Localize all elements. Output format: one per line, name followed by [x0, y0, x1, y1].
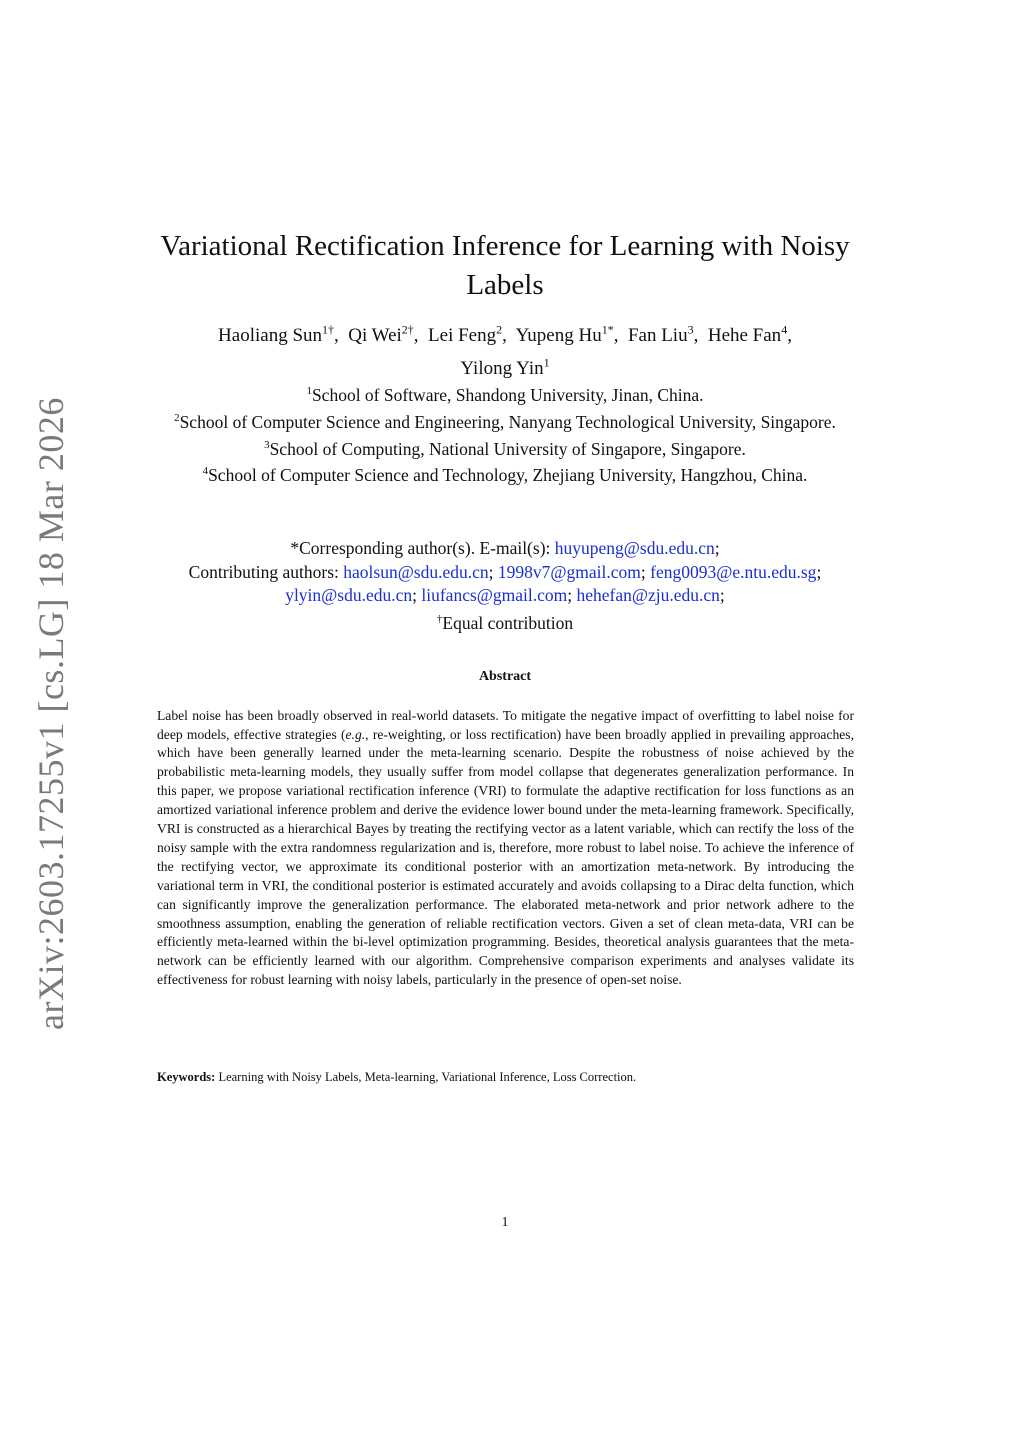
abstract-text-part: , re-weighting, or loss rectification) have been broadly applied in prevailing approaches, which have been generally learned under the meta-learning scenario. Despite the robustness of noise achieved by the probabilistic meta-learning models, they usually suffer from model collapse that degenerates generalization performance. In this paper, we propose variational rectification inference (VRI) to formulate the adaptive rectification for loss functions as an amortized variational inference problem and derive the evidence lower bound under the meta-learning framework. Specifically, VRI is constructed as a hierarchical Bayes by treating the rectifying vector as a latent variable, which can rectify the loss of the noisy sample with the extra randomness regularization and is, therefore, more robust to label noise. To achieve the inference of the rectifying vector, we approximate its conditional posterior with an amortization meta-network. By introducing the variational term in VRI, the conditional posterior is estimated accurately and avoids collapsing to a Dirac delta function, which can significantly improve the generalization performance. The elaborated meta-network and prior network adhere to the smoothness assumption, enabling the generation of reliable rectification vectors. Given a set of clean meta-data, VRI can be efficiently meta-learned within the bi-level optimization programming. Besides, theoretical analysis guarantees that the meta-network can be efficiently learned with our algorithm. Comprehensive comparison experiments and analyses validate its effectiveness for robust learning with noisy labels, particularly in the presence of open-set noise. — [157, 726, 854, 988]
author-name: Hehe Fan — [707, 325, 782, 347]
author-name: Lei Feng — [428, 325, 497, 347]
author-affiliation-mark: 1* — [601, 323, 614, 337]
equal-contribution-mark: † — [436, 612, 443, 625]
author-name: Qi Wei — [348, 325, 402, 347]
email-link[interactable]: feng0093@e.ntu.edu.sg — [650, 561, 817, 582]
affiliation-list — [140, 380, 870, 487]
email-link[interactable]: hehefan@zju.edu.cn — [576, 585, 720, 605]
affiliation — [140, 434, 870, 461]
author: Haoliang Sun$^{1\dagger}$, — [218, 323, 339, 347]
keywords-text: Learning with Noisy Labels, Meta-learning, Variational Inference, Loss Correction. — [218, 1070, 637, 1084]
author: Yupeng $Hu^{1*}$, — [515, 323, 619, 347]
author-name: Yupeng Hu — [515, 325, 602, 347]
equal-contribution-note — [130, 608, 880, 635]
keywords-label: Keywords: — [157, 1070, 216, 1084]
author-name: Haoliang Sun — [218, 325, 323, 347]
affiliation-mark: 4 — [202, 465, 209, 478]
author-affiliation-mark: 1† — [322, 323, 335, 337]
affiliation-mark: 1 — [306, 385, 312, 397]
contributing-authors-line: ylyin@sdu.edu.cn; liufancs@gmail.com; hehefan@zju.edu.cn; — [285, 585, 725, 605]
affiliation — [140, 380, 870, 407]
email-link[interactable]: liufancs@gmail.com — [421, 585, 568, 605]
arxiv-identifier: arXiv:2603.17255v1 [cs.LG] 18 Mar 2026 — [31, 397, 71, 1030]
abstract-text-part: Label noise has been broadly observed in real-world datasets. To mitigate the negative impact of overfitting to label noise for deep models, effective strategies ( — [157, 707, 854, 742]
abstract-text — [157, 707, 854, 991]
keywords — [157, 1069, 854, 1086]
author-affiliation-mark: 1 — [543, 355, 550, 370]
corresponding-label: *Corresponding author(s). E-mail(s): — [290, 538, 551, 558]
author: Hehe Fan$^4$, — [707, 323, 792, 347]
affiliation-text: School of Computing, National University of Singapore, Singapore. — [269, 438, 746, 459]
author: Lei Feng$^2$, — [428, 323, 507, 347]
abstract-heading: Abstract — [478, 669, 532, 684]
affiliation-text: School of Computer Science and Technology, Zhejiang University, Hangzhou, China. — [208, 465, 808, 486]
affiliation-mark: 3 — [264, 438, 270, 451]
affiliation — [140, 407, 870, 434]
page-number: 1 — [501, 1215, 509, 1230]
corresponding-author-line: *Corresponding author(s). E-mail(s): huyupeng@sdu.edu.cn; — [290, 538, 720, 558]
author-list — [140, 317, 870, 382]
email-link[interactable]: ylyin@sdu.edu.cn — [285, 585, 413, 605]
author-name: Yilong Yin — [460, 357, 544, 379]
contact-block — [130, 537, 880, 635]
contributing-label: Contributing authors: — [188, 561, 339, 582]
author-affiliation-mark: 2 — [496, 323, 503, 337]
email-link[interactable]: 1998v7@gmail.com — [497, 561, 641, 582]
affiliation-text: School of Computer Science and Engineering, Nanyang Technological University, Singapore. — [179, 411, 836, 432]
contributing-authors-line: Contributing authors: haolsun@sdu.edu.cn; 1998v7@gmail.com; feng0093@e.ntu.edu.sg; — [188, 561, 822, 582]
author: Fan Liu$^3$, — [627, 323, 699, 347]
affiliation-mark: 2 — [174, 411, 180, 424]
author-name: Fan Liu — [627, 325, 688, 347]
author: Qi Wei$^{2\dagger}$, — [348, 323, 419, 347]
affiliation — [140, 460, 870, 487]
author-affiliation-mark: 2† — [401, 323, 414, 337]
author-affiliation-mark: 3 — [687, 323, 694, 337]
equal-contribution-text: Equal contribution — [442, 612, 574, 633]
paper-title: Variational Rectification Inference for Learning with Noisy Labels — [160, 230, 850, 302]
author-affiliation-mark: 4 — [781, 323, 788, 337]
affiliation-text: School of Software, Shandong University, Jinan, China. — [311, 384, 704, 405]
email-link[interactable]: haolsun@sdu.edu.cn — [343, 561, 489, 582]
abstract-text-italic: e.g. — [345, 726, 366, 742]
author — [460, 355, 550, 379]
email-link-corresponding[interactable]: huyupeng@sdu.edu.cn — [554, 538, 715, 558]
